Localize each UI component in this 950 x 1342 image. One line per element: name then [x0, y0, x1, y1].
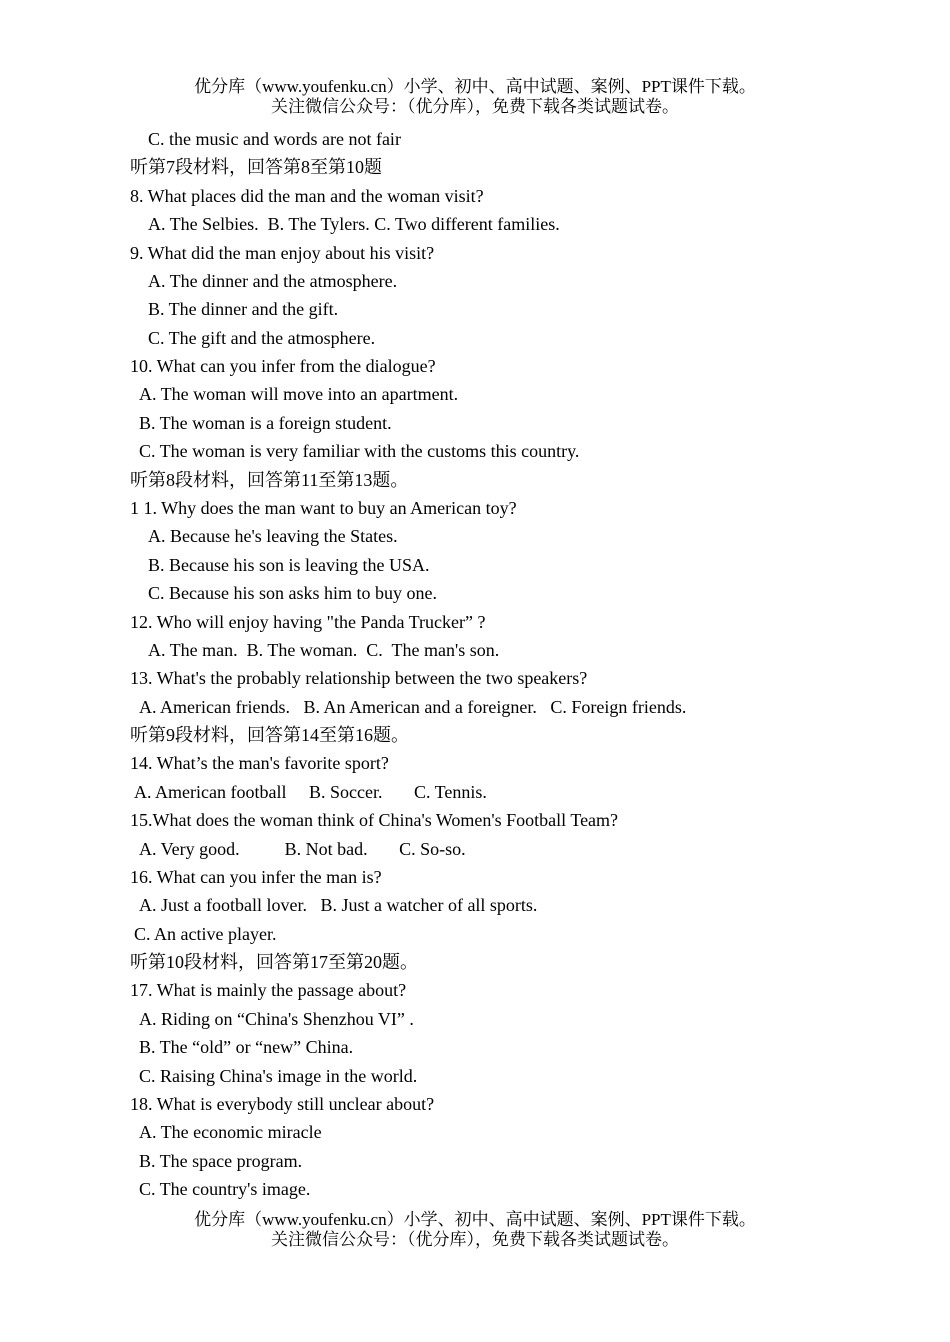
question-17: 17. What is mainly the passage about?: [130, 980, 407, 1000]
header-line-1: 优分库（www.youfenku.cn）小学、初中、高中试题、案例、PPT课件下载。: [194, 77, 756, 96]
option-line: C. The country's image.: [139, 1179, 311, 1199]
option-line: A. Just a football lover. B. Just a watcher of all sports.: [139, 895, 538, 915]
question-10: 10. What can you infer from the dialogue?: [130, 356, 436, 376]
option-line: A. American friends. B. An American and a foreigner. C. Foreign friends.: [139, 697, 687, 717]
option-line: A. The Selbies. B. The Tylers. C. Two different families.: [148, 214, 560, 234]
option-line: A. Very good. B. Not bad. C. So-so.: [139, 839, 466, 859]
option-line: A. Because he's leaving the States.: [148, 526, 398, 546]
option-line: B. Because his son is leaving the USA.: [148, 555, 430, 575]
header-line-2: 关注微信公众号：（优分库），免费下载各类试题试卷。: [271, 97, 679, 116]
option-line: A. The economic miracle: [139, 1122, 322, 1142]
option-line: B. The space program.: [139, 1151, 303, 1171]
option-line: C. The gift and the atmosphere.: [148, 328, 376, 348]
question-11: 1 1. Why does the man want to buy an American toy?: [130, 498, 517, 518]
option-line: A. The dinner and the atmosphere.: [148, 271, 398, 291]
option-line: A. The man. B. The woman. C. The man's son.: [148, 640, 500, 660]
question-8: 8. What places did the man and the woman visit?: [130, 186, 484, 206]
section-heading: 听第9段材料，回答第14至第16题。: [130, 725, 409, 745]
option-line: B. The dinner and the gift.: [148, 299, 339, 319]
section-heading: 听第7段材料，回答第8至第10题: [130, 157, 382, 177]
option-line: C. An active player.: [134, 924, 277, 944]
question-12: 12. Who will enjoy having "the Panda Trucker” ?: [130, 612, 486, 632]
option-line: A. The woman will move into an apartment.: [139, 384, 459, 404]
question-9: 9. What did the man enjoy about his visit?: [130, 243, 435, 263]
footer-line-2: 关注微信公众号：（优分库），免费下载各类试题试卷。: [271, 1230, 679, 1249]
question-15: 15.What does the woman think of China's Women's Football Team?: [130, 810, 619, 830]
section-heading: 听第10段材料，回答第17至第20题。: [130, 952, 418, 972]
footer-line-1: 优分库（www.youfenku.cn）小学、初中、高中试题、案例、PPT课件下载。: [194, 1210, 756, 1229]
option-line: B. The woman is a foreign student.: [139, 413, 392, 433]
question-18: 18. What is everybody still unclear about?: [130, 1094, 435, 1114]
section-heading: 听第8段材料，回答第11至第13题。: [130, 470, 409, 490]
question-16: 16. What can you infer the man is?: [130, 867, 382, 887]
option-line: C. Because his son asks him to buy one.: [148, 583, 437, 603]
option-line: C. the music and words are not fair: [148, 129, 401, 149]
question-14: 14. What’s the man's favorite sport?: [130, 753, 389, 773]
question-13: 13. What's the probably relationship between the two speakers?: [130, 668, 588, 688]
option-line: C. Raising China's image in the world.: [139, 1066, 418, 1086]
option-line: C. The woman is very familiar with the customs this country.: [139, 441, 580, 461]
option-line: B. The “old” or “new” China.: [139, 1037, 354, 1057]
option-line: A. Riding on “China's Shenzhou VI” .: [139, 1009, 414, 1029]
option-line: A. American football B. Soccer. C. Tennis.: [134, 782, 487, 802]
